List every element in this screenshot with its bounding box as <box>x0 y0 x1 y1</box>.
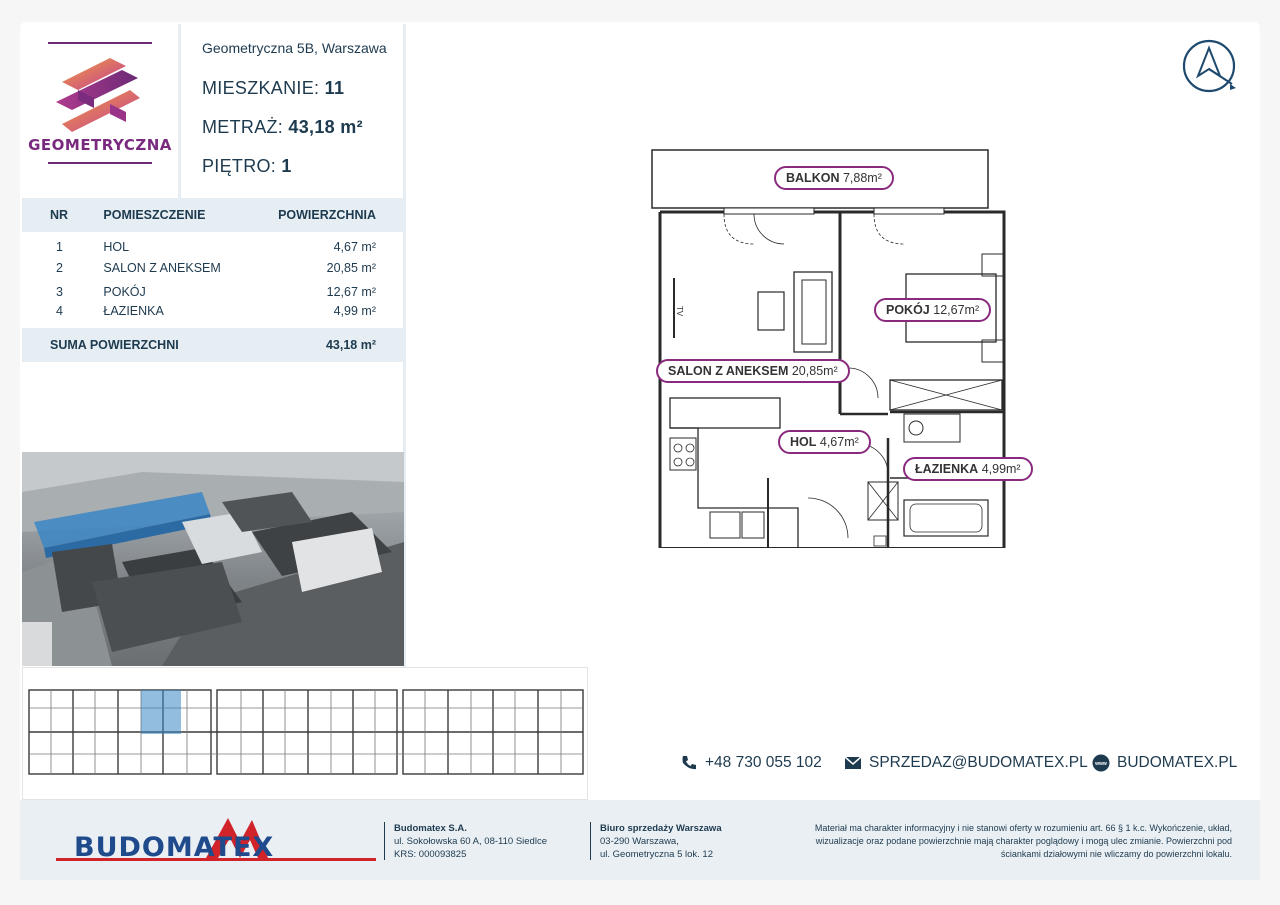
header-area: POWIERZCHNIA <box>278 198 404 232</box>
geometryczna-logo <box>22 24 178 196</box>
rooms-table <box>22 198 404 362</box>
apartment-number: MIESZKANIE: 11 <box>202 78 345 98</box>
compass-icon <box>1182 38 1240 96</box>
budomatex-logo-text: BUDOMATEX <box>74 832 275 863</box>
highlighted-apartment <box>141 690 181 734</box>
building-plan-strip <box>22 667 588 800</box>
table-row: 2 SALON Z ANEKSEM 20,85 m² <box>56 261 376 275</box>
company-info: Budomatex S.A. ul. Sokołowska 60 A, 08-110 Siedlce KRS: 000093825 <box>394 823 547 860</box>
header-room: POMIESZCZENIE <box>103 198 278 232</box>
envelope-icon <box>844 754 862 772</box>
floor-plan <box>648 148 1028 548</box>
www-icon <box>1092 754 1110 772</box>
pokoj-label: POKÓJ 12,67m² <box>874 298 991 322</box>
logo-bottom-bar <box>48 162 152 164</box>
legal-disclaimer: Materiał ma charakter informacyjny i nie stanowi oferty w rozumieniu art. 66 § 1 k.c. Wykończenie, układ, wizualizacje oraz podane powierzchnie mają charakter poglądowy i mogą ulec zmianie. Powierzchni pod ściankami działowymi nie wliczamy do powierzchni lokalu. <box>814 823 1232 859</box>
address: Geometryczna 5B, Warszawa <box>202 40 387 56</box>
apartment-floor: PIĘTRO: 1 <box>202 156 292 176</box>
apartment-info <box>202 40 387 177</box>
logo-text: GEOMETRYCZNA <box>28 136 172 154</box>
budomatex-logo <box>56 814 386 869</box>
office-info: Biuro sprzedaży Warszawa 03-290 Warszawa, ul. Geometryczna 5 lok. 12 <box>600 823 722 860</box>
table-row: 4 ŁAZIENKA 4,99 m² <box>56 304 376 318</box>
balkon-label: BALKON 7,88m² <box>774 166 894 190</box>
header-nr: NR <box>22 198 103 232</box>
footer-divider <box>384 822 385 860</box>
footer-divider <box>590 822 591 860</box>
table-row: 3 POKÓJ 12,67 m² <box>56 285 376 299</box>
aerial-visualization <box>22 452 404 666</box>
tv-label: TV <box>675 306 684 317</box>
svg-text:www: www <box>1095 761 1107 767</box>
phone-icon <box>680 754 698 772</box>
table-header <box>22 198 404 232</box>
contact-web[interactable]: www BUDOMATEX.PL <box>1092 754 1237 772</box>
contact-phone[interactable]: +48 730 055 102 <box>680 754 822 772</box>
table-sum-row: SUMA POWIERZCHNI 43,18 m² <box>22 328 404 362</box>
footer <box>20 800 1260 880</box>
hol-label: HOL 4,67m² <box>778 430 871 454</box>
contact-email[interactable]: SPRZEDAZ@BUDOMATEX.PL <box>844 754 1088 772</box>
header-divider <box>178 24 181 198</box>
salon-label: SALON Z ANEKSEM 20,85m² <box>656 359 850 383</box>
apartment-area: METRAŻ: 43,18 m² <box>202 117 363 137</box>
lazienka-label: ŁAZIENKA 4,99m² <box>903 457 1033 481</box>
table-row: 1 HOL 4,67 m² <box>56 240 376 254</box>
